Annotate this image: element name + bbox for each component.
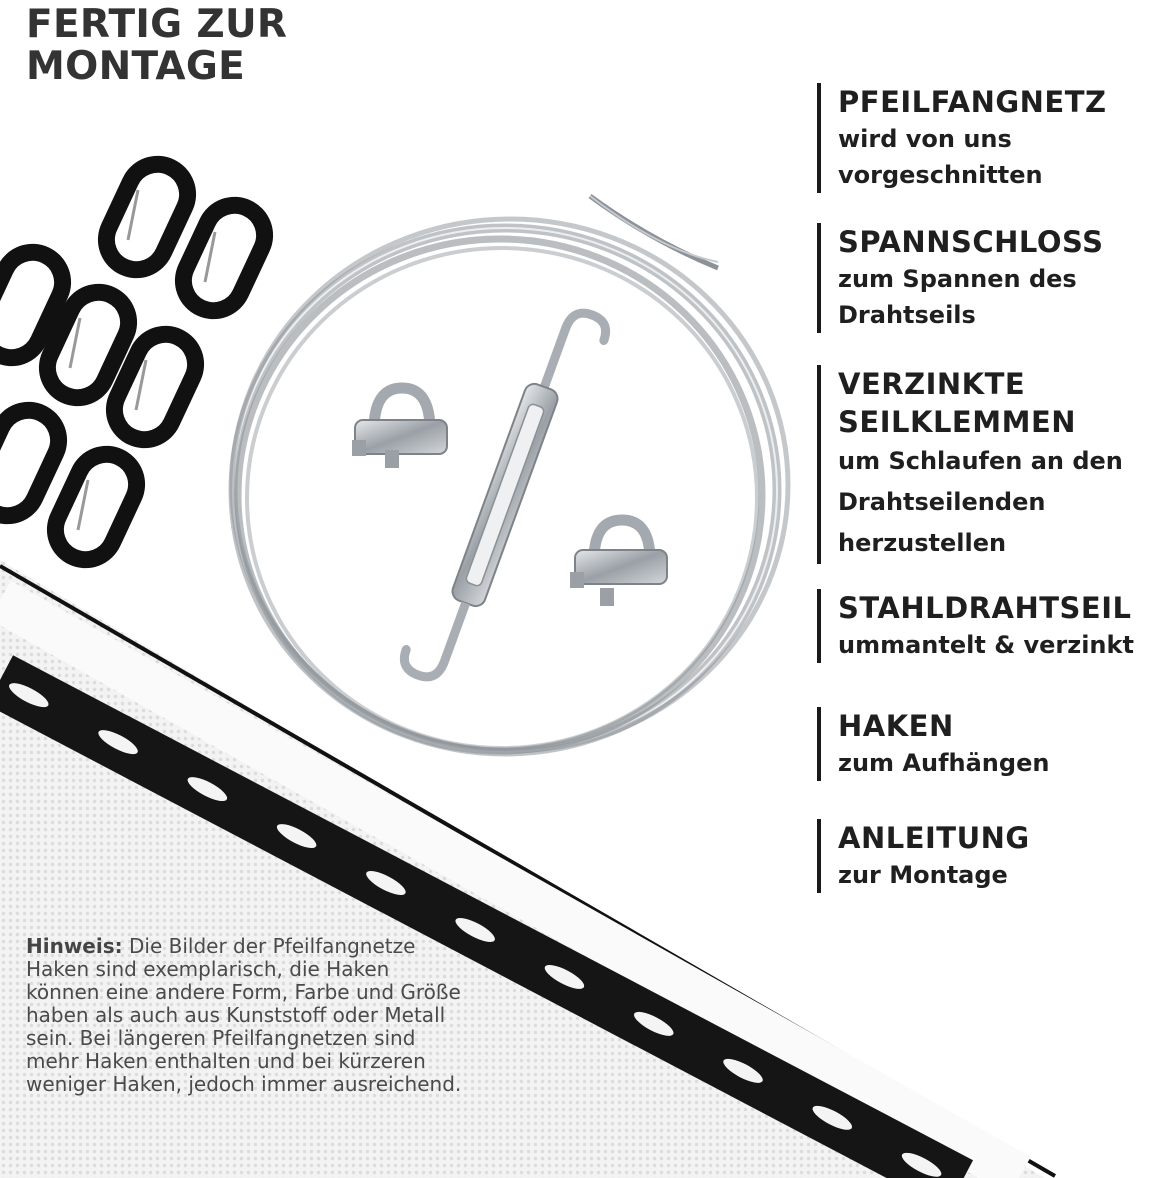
feature-description: Drahtseilenden [838,488,1046,516]
feature-heading: ANLEITUNG [838,821,1030,855]
title-line-2: MONTAGE [26,44,246,89]
feature-heading: HAKEN [838,709,954,743]
hint-label: Hinweis: [26,934,123,958]
feature-spannschloss [817,223,1103,333]
wire-clip-icon [352,388,447,468]
feature-description: ummantelt & verzinkt [838,631,1134,659]
feature-description: Drahtseils [838,301,976,329]
feature-description: wird von uns [838,125,1012,153]
feature-heading: SPANNSCHLOSS [838,225,1104,259]
feature-description: vorgeschnitten [838,161,1043,189]
feature-heading: PFEILFANGNETZ [838,85,1107,119]
feature-seilklemmen [817,365,1123,564]
feature-haken [817,707,1049,781]
feature-pfeilfangnetz [817,83,1107,193]
feature-description: zum Aufhängen [838,749,1050,777]
hint-note [26,935,466,1096]
feature-description: zur Montage [838,861,1008,889]
feature-description: um Schlaufen an den [838,447,1123,475]
title-line-1: FERTIG ZUR [26,2,288,47]
feature-stahldrahtseil [817,589,1134,663]
turnbuckle-icon [399,294,610,695]
feature-description: herzustellen [838,529,1007,557]
hint-text: Die Bilder der Pfeilfangnetze Haken sind exemplarisch, die Haken können eine andere Form, Farbe und Größe haben als auch aus Kunststoff oder Metall sein. Bei längeren Pfeilfangnetzen sind mehr Haken enthalten und bei kürzeren weniger Haken, jedoch immer ausreichend. [26,934,462,1096]
wire-clip-icon [570,520,667,606]
feature-heading: STAHLDRAHTSEIL [838,591,1132,625]
feature-heading: VERZINKTE [838,367,1026,401]
feature-heading: SEILKLEMMEN [838,405,1077,439]
feature-description: zum Spannen des [838,265,1077,293]
page-title [26,4,287,88]
feature-anleitung [817,819,1030,893]
